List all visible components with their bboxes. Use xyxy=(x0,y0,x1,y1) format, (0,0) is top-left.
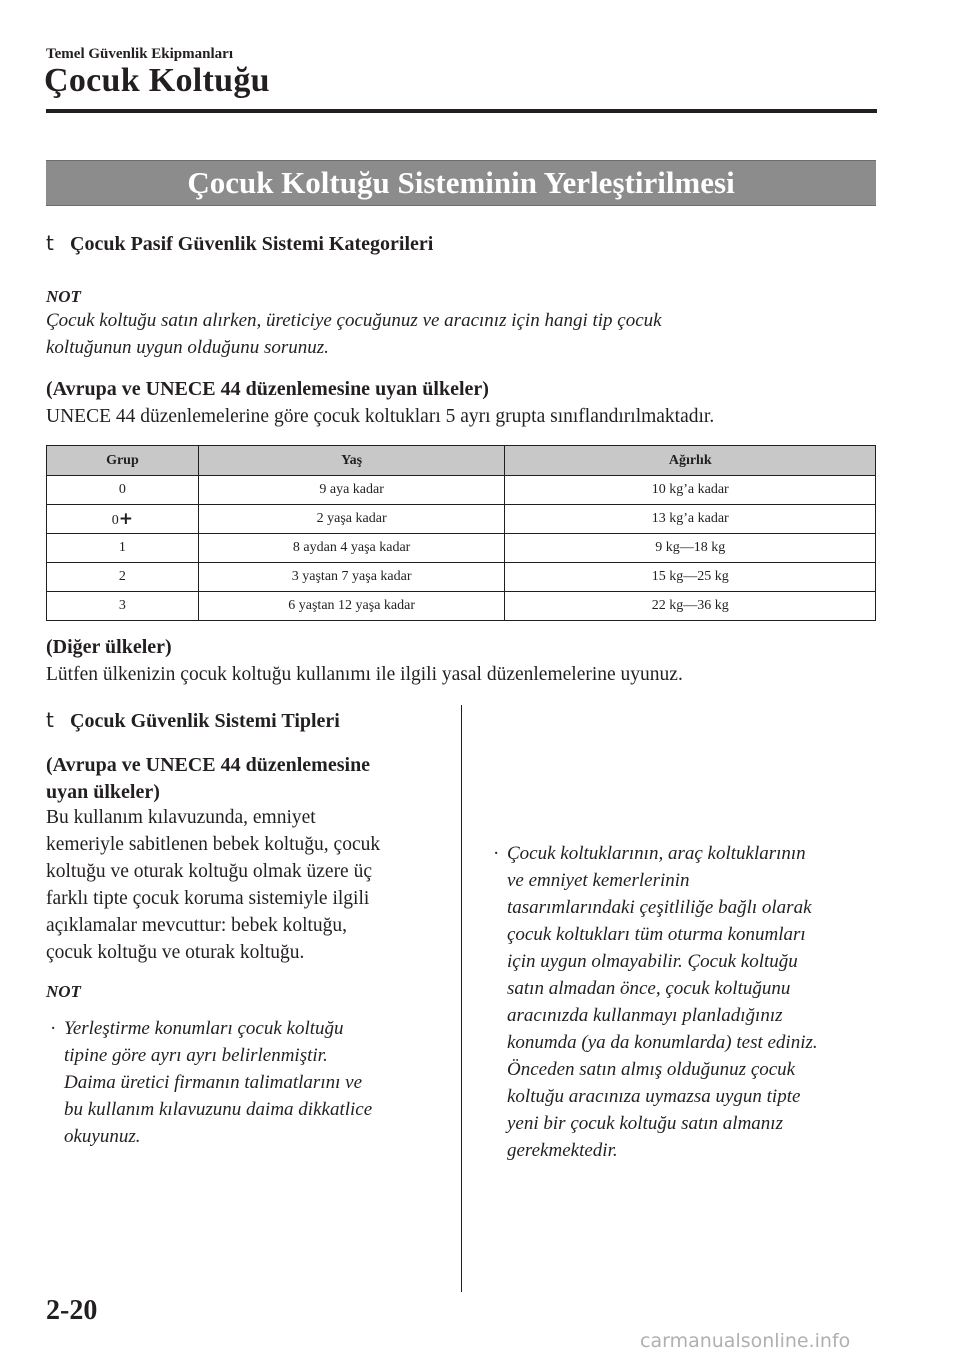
note-line: Önceden satın almış olduğunuz çocuk xyxy=(507,1059,796,1080)
note-line: tasarımlarındaki çeşitliliğe bağlı olarak xyxy=(507,897,812,918)
page-number: 2-20 xyxy=(46,1295,98,1326)
table-cell: 9 aya kadar xyxy=(198,476,505,505)
body-line: kemeriyle sabitlenen bebek koltuğu, çocuk xyxy=(46,834,381,855)
table-header-cell: Ağırlık xyxy=(505,446,876,476)
note-line: Daima üretici firmanın talimatlarını ve xyxy=(64,1072,362,1093)
table-cell: 0 xyxy=(47,476,199,505)
table-cell: 2 yaşa kadar xyxy=(198,505,505,534)
table-cell: 3 xyxy=(47,592,199,621)
table-row xyxy=(47,592,876,621)
section-banner-text: Çocuk Koltuğu Sisteminin Yerleştirilmesi xyxy=(187,165,735,200)
section2-body xyxy=(46,804,446,966)
table-cell: 1 xyxy=(47,534,199,563)
note-line: tipine göre ayrı ayrı belirlenmiştir. xyxy=(64,1045,328,1066)
note-line: okuyunuz. xyxy=(64,1126,141,1147)
body-line: farklı tipte çocuk koruma sistemiyle ilgili xyxy=(46,888,370,909)
table-row xyxy=(47,505,876,534)
table-row xyxy=(47,476,876,505)
note-line: koltuğu aracınıza uymazsa uygun tipte xyxy=(507,1086,801,1107)
body-line: Bu kullanım kılavuzunda, emniyet xyxy=(46,807,316,828)
note-line: konumda (ya da konumlarda) test ediniz. xyxy=(507,1032,818,1053)
section2-heading xyxy=(46,708,340,733)
note-line: Çocuk koltuğu satın alırken, üreticiye çocuğunuz ve aracınız için hangi tip çocuk xyxy=(46,310,662,331)
heading-line: (Avrupa ve UNECE 44 düzenlemesine xyxy=(46,754,371,776)
table-header-row xyxy=(47,446,876,476)
group-table xyxy=(46,445,876,621)
page-title: Çocuk Koltuğu xyxy=(44,62,270,99)
watermark: carmanualsonline.info xyxy=(640,1330,851,1352)
table-header-cell: Grup xyxy=(47,446,199,476)
table-cell: 2 xyxy=(47,563,199,592)
note-line: aracınızda kullanmayı planladığınız xyxy=(507,1005,783,1026)
note-label: NOT xyxy=(46,287,81,306)
note-line: gerekmektedir. xyxy=(507,1140,618,1161)
table-cell: 22 kg—36 kg xyxy=(505,592,876,621)
note-line: için uygun olmayabilir. Çocuk koltuğu xyxy=(507,951,798,972)
note-line: · Yerleştirme konumları çocuk koltuğu xyxy=(64,1018,344,1039)
plus-icon: + xyxy=(118,509,134,529)
table-cell: 13 kg’a kadar xyxy=(505,505,876,534)
note-label: NOT xyxy=(46,982,81,1001)
table-row xyxy=(47,563,876,592)
table-cell: 8 aydan 4 yaşa kadar xyxy=(198,534,505,563)
heading-line: uyan ülkeler) xyxy=(46,781,160,803)
note-line: çocuk koltukları tüm oturma konumları xyxy=(507,924,806,945)
column-divider xyxy=(461,705,462,1292)
table-cell: 6 yaştan 12 yaşa kadar xyxy=(198,592,505,621)
section-marker-icon: t xyxy=(46,231,54,255)
breadcrumb: Temel Güvenlik Ekipmanları xyxy=(46,46,233,62)
note-line: yeni bir çocuk koltuğu satın almanız xyxy=(507,1113,783,1134)
note-bullet xyxy=(489,840,907,1164)
table-header-cell: Yaş xyxy=(198,446,505,476)
table-cell xyxy=(47,505,199,534)
section2-heading-text: Çocuk Güvenlik Sistemi Tipleri xyxy=(70,710,340,732)
body-line: açıklamalar mevcuttur: bebek koltuğu, xyxy=(46,915,348,936)
other-countries-heading: (Diğer ülkeler) xyxy=(46,636,172,658)
note-text xyxy=(46,307,876,361)
header-rule xyxy=(46,109,877,113)
table-cell: 10 kg’a kadar xyxy=(505,476,876,505)
note-line: bu kullanım kılavuzunu daima dikkatlice xyxy=(64,1099,373,1120)
note-line: · Çocuk koltuklarının, araç koltuklarının xyxy=(507,843,806,864)
table-cell: 9 kg—18 kg xyxy=(505,534,876,563)
europe-heading: (Avrupa ve UNECE 44 düzenlemesine uyan ülkeler) xyxy=(46,378,489,400)
section-banner xyxy=(46,160,876,206)
section2-europe-heading xyxy=(46,752,446,806)
other-countries-text: Lütfen ülkenizin çocuk koltuğu kullanımı ile ilgili yasal düzenlemelerine uyunuz. xyxy=(46,664,683,685)
note-line: ve emniyet kemerlerinin xyxy=(507,870,690,891)
section-marker-icon: t xyxy=(46,708,54,732)
group-value: 0 xyxy=(111,513,119,528)
body-line: koltuğu ve oturak koltuğu olmak üzere üç xyxy=(46,861,372,882)
note-line: satın almadan önce, çocuk koltuğunu xyxy=(507,978,791,999)
europe-text: UNECE 44 düzenlemelerine göre çocuk koltukları 5 ayrı grupta sınıflandırılmaktadır. xyxy=(46,406,715,427)
table-cell: 15 kg—25 kg xyxy=(505,563,876,592)
table-cell: 3 yaştan 7 yaşa kadar xyxy=(198,563,505,592)
note-bullet xyxy=(46,1015,464,1150)
section1-heading xyxy=(46,231,433,256)
table-row xyxy=(47,534,876,563)
note-line: koltuğunun uygun olduğunu sorunuz. xyxy=(46,337,329,358)
section1-heading-text: Çocuk Pasif Güvenlik Sistemi Kategorileri xyxy=(70,233,434,255)
body-line: çocuk koltuğu ve oturak koltuğu. xyxy=(46,942,305,963)
